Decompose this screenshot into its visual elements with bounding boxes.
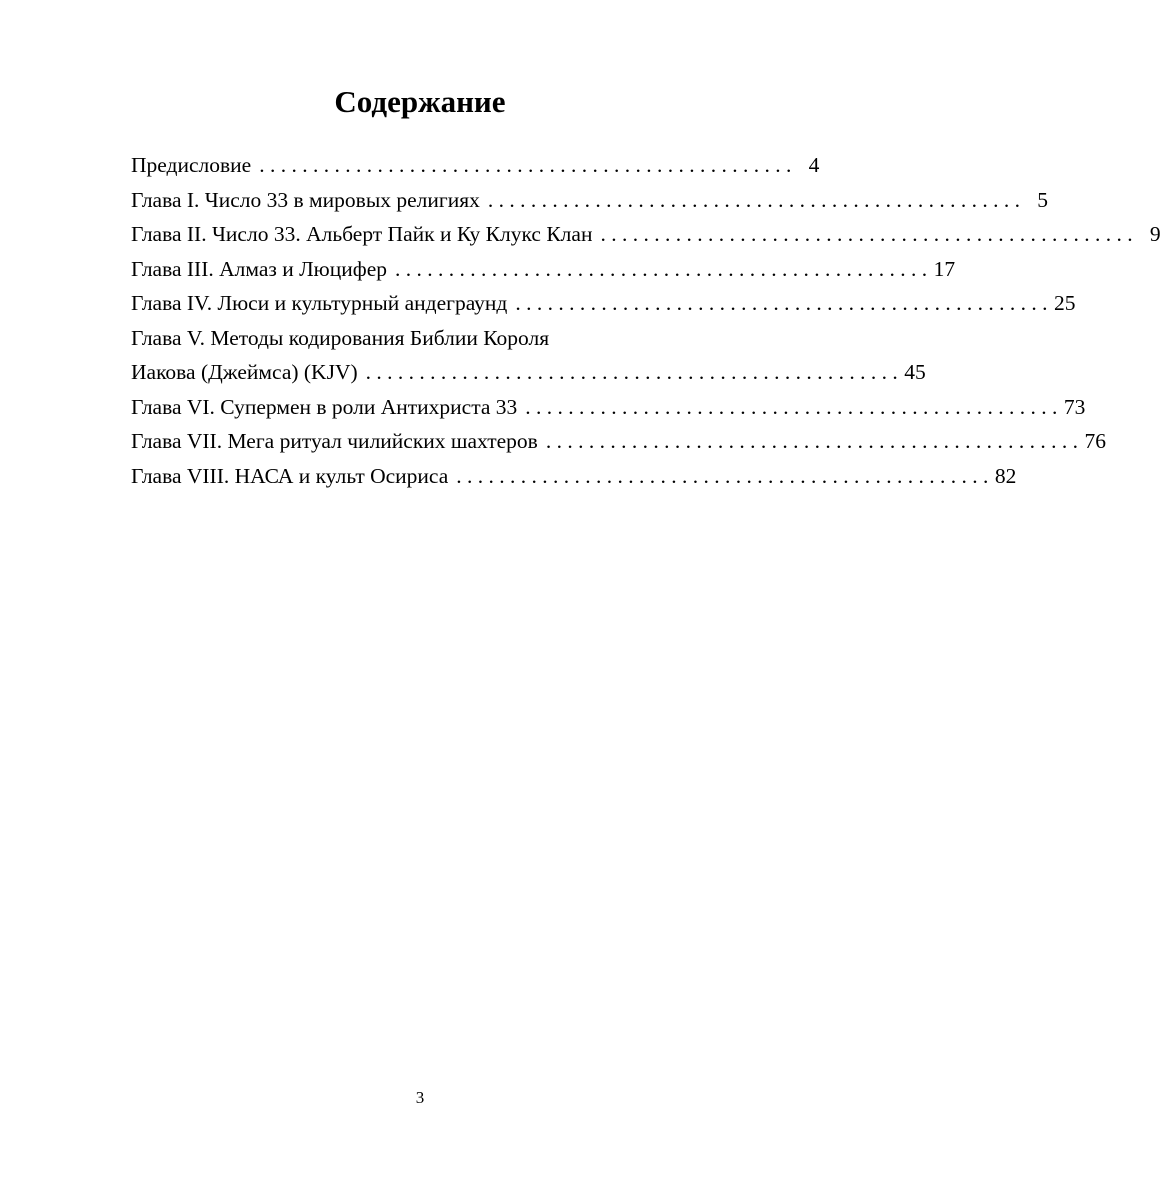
toc-entry-page: 17 [933, 256, 956, 281]
toc-entry-page: 82 [994, 463, 1017, 488]
toc-entry-chapter-2 [131, 217, 1161, 252]
toc-entry-preface [131, 148, 820, 183]
toc-entry-page: 73 [1063, 394, 1086, 419]
toc-entry-page: 45 [904, 360, 926, 384]
toc-leader-dots: . . . . . . . . . . . . . . . . . . . . . . . . . . . . . . . . . . . . . . . . . . . . . . . . . . [515, 291, 1048, 315]
toc-entry-title: Предисловие [131, 153, 252, 177]
toc-leader-dots: . . . . . . . . . . . . . . . . . . . . . . . . . . . . . . . . . . . . . . . . . . . . . . . . . . [259, 153, 792, 177]
table-of-contents [131, 148, 1161, 493]
toc-entry-page: 25 [1053, 291, 1076, 315]
toc-entry-chapter-8 [131, 459, 1017, 494]
page-number: 3 [415, 1088, 425, 1107]
toc-entry-chapter-5 [131, 321, 926, 390]
toc-entry-title: Глава IV. Люси и культурный андеграунд [131, 291, 508, 315]
toc-entry-page: 5 [1037, 187, 1049, 212]
toc-entry-title: Глава II. Число 33. Альберт Пайк и Ку Клукс Клан [131, 222, 593, 246]
toc-leader-dots: . . . . . . . . . . . . . . . . . . . . . . . . . . . . . . . . . . . . . . . . . . . . . . . . . . [525, 394, 1058, 419]
toc-entry-title: Глава VIII. НАСА и культ Осириса [131, 463, 449, 488]
toc-entry-chapter-6 [131, 390, 1086, 425]
toc-entry-chapter-3 [131, 252, 956, 287]
toc-entry-page: 9 [1149, 222, 1161, 246]
toc-leader-dots: . . . . . . . . . . . . . . . . . . . . . . . . . . . . . . . . . . . . . . . . . . . . . . . . . . [456, 463, 989, 488]
toc-entry-chapter-1 [131, 183, 1049, 218]
toc-entry-page: 76 [1084, 429, 1106, 453]
toc-leader-dots: . . . . . . . . . . . . . . . . . . . . . . . . . . . . . . . . . . . . . . . . . . . . . . . . . . [365, 360, 898, 384]
toc-entry-page: 4 [808, 153, 820, 177]
toc-entry-title: Глава VII. Мега ритуал чилийских шахтеров [131, 429, 538, 453]
page-title: Содержание [334, 84, 506, 119]
toc-leader-dots: . . . . . . . . . . . . . . . . . . . . . . . . . . . . . . . . . . . . . . . . . . . . . . . . . . [487, 187, 1021, 212]
toc-entry-title-first-line: Глава V. Методы кодирования Библии Короля [131, 325, 550, 350]
toc-entry-title: Глава I. Число 33 в мировых религиях [131, 187, 480, 212]
toc-entry-title: Глава VI. Супермен в роли Антихриста 33 [131, 394, 518, 419]
toc-entry-chapter-7 [131, 424, 1106, 459]
toc-entry-title: Глава III. Алмаз и Люцифер [131, 256, 387, 281]
toc-leader-dots: . . . . . . . . . . . . . . . . . . . . . . . . . . . . . . . . . . . . . . . . . . . . . . . . . . [394, 256, 928, 281]
toc-entry-chapter-4 [131, 286, 1076, 321]
toc-leader-dots: . . . . . . . . . . . . . . . . . . . . . . . . . . . . . . . . . . . . . . . . . . . . . . . . . . [545, 429, 1078, 453]
toc-leader-dots: . . . . . . . . . . . . . . . . . . . . . . . . . . . . . . . . . . . . . . . . . . . . . . . . . . [600, 222, 1133, 246]
toc-entry-title: Иакова (Джеймса) (KJV) [131, 360, 358, 384]
